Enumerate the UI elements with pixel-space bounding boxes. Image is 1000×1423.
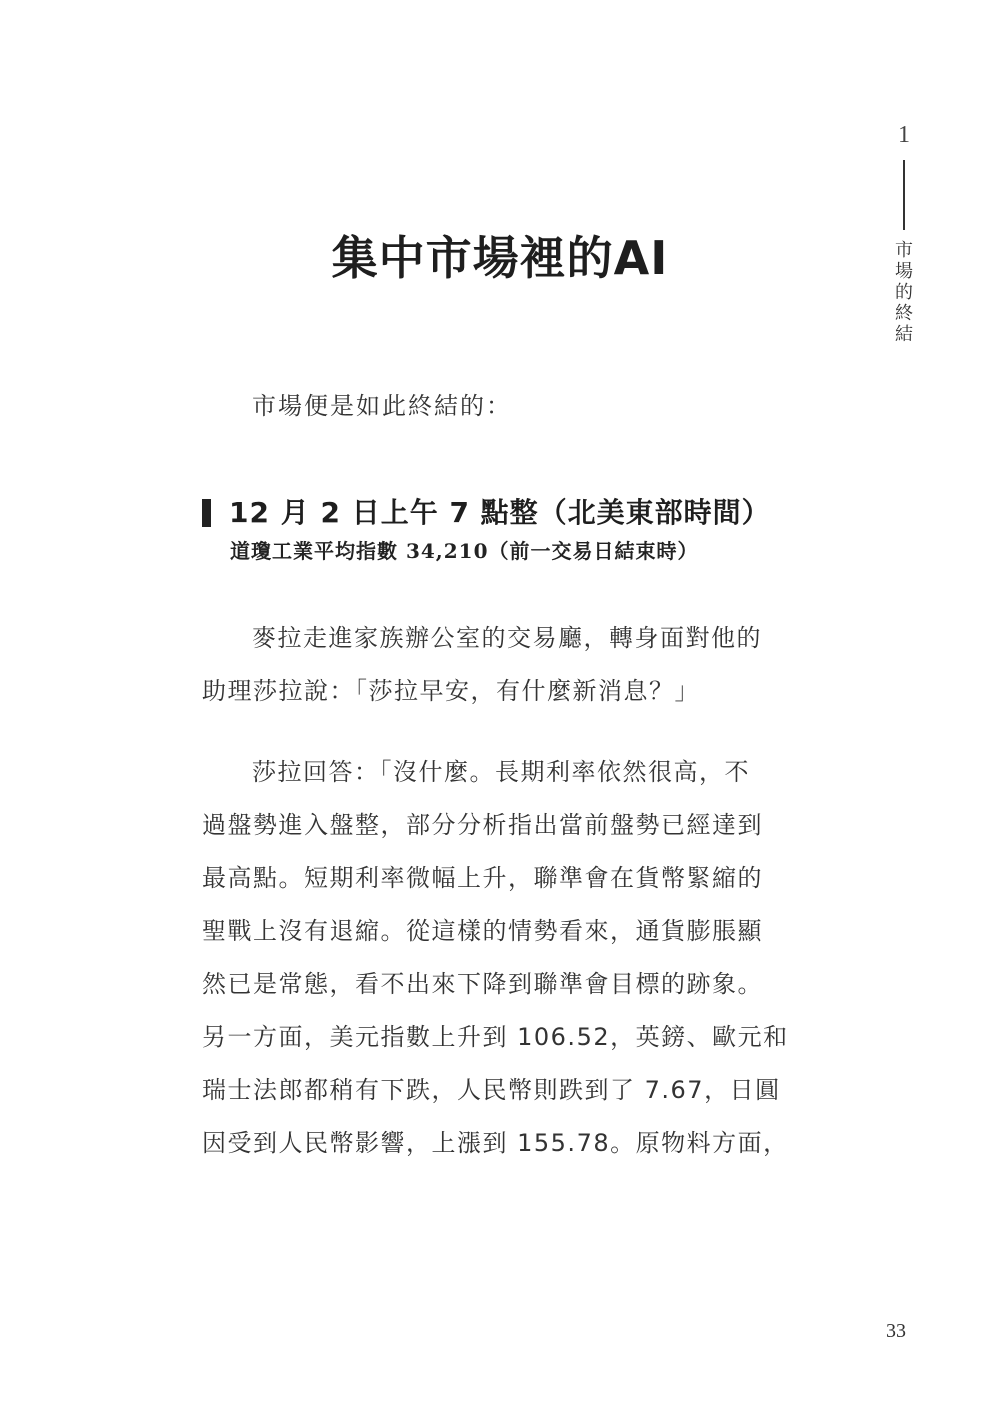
section-heading xyxy=(202,493,771,533)
paragraph xyxy=(202,746,802,1170)
side-title-char: 市 xyxy=(895,240,913,261)
section-marker-bar xyxy=(202,499,211,527)
text-line: 因受到人民幣影響，上漲到 155.78。原物料方面， xyxy=(202,1129,789,1157)
side-title-char: 的 xyxy=(895,282,913,303)
side-divider xyxy=(903,160,905,230)
chapter-number: 1 xyxy=(898,122,910,148)
text-line: 瑞士法郎都稍有下跌，人民幣則跌到了 7.67，日圓 xyxy=(202,1076,781,1104)
paragraph xyxy=(202,612,802,718)
side-title-char: 終 xyxy=(895,303,913,324)
side-title-char: 結 xyxy=(895,324,913,345)
text-line: 最高點。短期利率微幅上升，聯準會在貨幣緊縮的 xyxy=(202,864,763,892)
text-line: 助理莎拉說：「莎拉早安，有什麼新消息？」 xyxy=(202,677,700,705)
text-line: 莎拉回答：「沒什麼。長期利率依然很高，不 xyxy=(252,758,750,786)
text-line: 然已是常態，看不出來下降到聯準會目標的跡象。 xyxy=(202,970,763,998)
section-subtitle: 道瓊工業平均指數 34,210（前一交易日結束時） xyxy=(230,539,699,563)
chapter-title: 集中市場裡的AI xyxy=(331,231,669,285)
text-line: 另一方面，美元指數上升到 106.52，英鎊、歐元和 xyxy=(202,1023,789,1051)
text-line: 麥拉走進家族辦公室的交易廳，轉身面對他的 xyxy=(252,624,762,652)
page-number: 33 xyxy=(886,1320,906,1342)
text-line: 過盤勢進入盤整，部分分析指出當前盤勢已經達到 xyxy=(202,811,763,839)
text-line: 聖戰上沒有退縮。從這樣的情勢看來，通貨膨脹顯 xyxy=(202,917,763,945)
section-title: 12 月 2 日上午 7 點整（北美東部時間） xyxy=(229,496,771,529)
intro-text: 市場便是如此終結的： xyxy=(252,392,512,420)
side-title-char: 場 xyxy=(895,261,913,282)
